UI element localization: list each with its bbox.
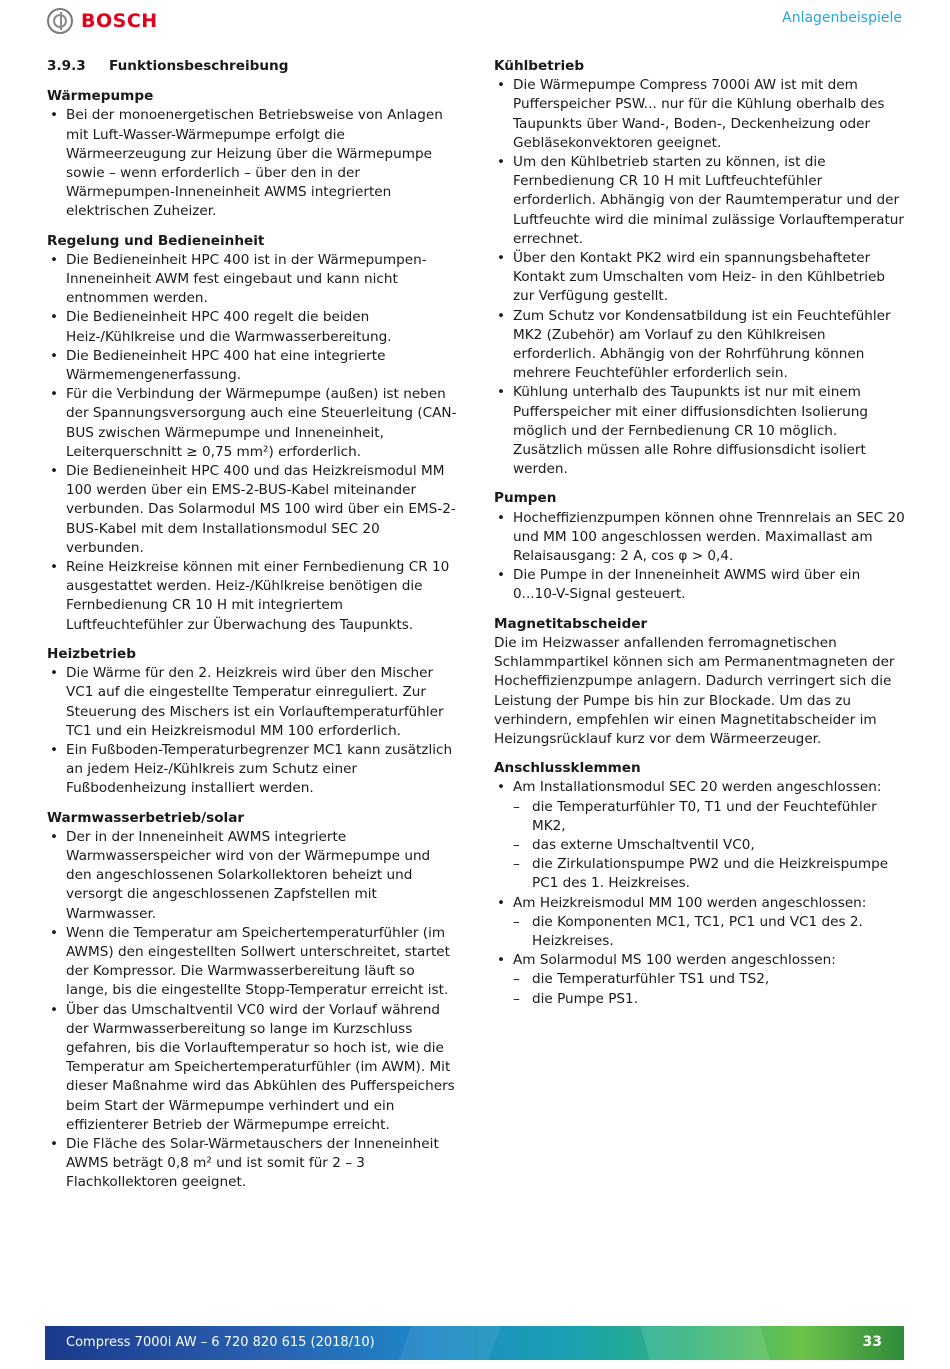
list-item — [494, 894, 906, 952]
footer-decoration — [640, 1326, 769, 1360]
dash-list — [513, 798, 906, 894]
page-header — [0, 0, 950, 44]
section-title: Funktionsbeschreibung — [109, 58, 289, 74]
brand-name: BOSCH — [81, 10, 158, 32]
list-item-text: Am Heizkreismodul MM 100 werden angeschlossen: — [513, 894, 867, 911]
heading-warmwasser: Warmwasserbetrieb/solar — [47, 809, 245, 826]
sub-item: – die Temperaturfühler T0, T1 und der Feuchtefühler MK2, — [513, 798, 906, 836]
page-number: 33 — [862, 1334, 882, 1350]
list-item: • Die Wärmepumpe Compress 7000i AW ist mit dem Pufferspeicher PSW... nur für die Kühlung oberhalb des Taupunkts über Wand-, Boden-, Deckenheizung oder Gebläsekonvektoren geeignet. — [494, 76, 906, 153]
list-item: • Zum Schutz vor Kondensatbildung ist ein Feuchtefühler MK2 (Zubehör) am Vorlauf zu den Kühlkreisen erforderlich. Abhängig von der Rohrführung können mehrere Feuchtefühler erforderlich sein. — [494, 307, 906, 384]
bullet-list — [47, 828, 459, 1193]
block-regelung — [47, 232, 459, 635]
list-item: • Die Bedieneinheit HPC 400 hat eine integrierte Wärmemengenerfassung. — [47, 347, 459, 385]
list-item — [494, 778, 906, 893]
list-item: • Hocheffizienzpumpen können ohne Trennrelais an SEC 20 und MM 100 angeschlossen werden. Maximallast am Relaisausgang: 2 A, cos φ > 0,4. — [494, 509, 906, 567]
bullet-list — [494, 76, 906, 479]
dash-list — [513, 913, 906, 951]
heading-kuehlbetrieb: Kühlbetrieb — [494, 58, 585, 74]
list-item: • Die Pumpe in der Inneneinheit AWMS wird über ein 0...10-V-Signal gesteuert. — [494, 566, 906, 604]
section-number: 3.9.3 — [47, 58, 86, 74]
block-warmwasser — [47, 809, 459, 1193]
list-item — [494, 951, 906, 1009]
bosch-armature-icon — [47, 8, 73, 34]
sub-item: – die Pumpe PS1. — [513, 990, 906, 1009]
bosch-logo — [47, 7, 158, 35]
sub-item: – die Temperaturfühler TS1 und TS2, — [513, 970, 906, 989]
right-column — [494, 57, 906, 1009]
heading-anschlussklemmen: Anschlussklemmen — [494, 760, 641, 777]
bullet-list — [47, 251, 459, 635]
sub-item: – die Zirkulationspumpe PW2 und die Heizkreispumpe PC1 des 1. Heizkreises. — [513, 855, 906, 893]
list-item: • Die Bedieneinheit HPC 400 regelt die beiden Heiz-/Kühlkreise und die Warmwasserbereitung. — [47, 308, 459, 346]
block-anschlussklemmen — [494, 759, 906, 1009]
bullet-list — [494, 778, 906, 1008]
list-item: • Um den Kühlbetrieb starten zu können, ist die Fernbedienung CR 10 H mit Luftfeuchtefühler erforderlich. Abhängig von der Raumtemperatur und der Luftfeuchte wird die minimal zulässige Vorlauftemperatur errechnet. — [494, 153, 906, 249]
heading-regelung: Regelung und Bedieneinheit — [47, 232, 265, 249]
heading-pumpen: Pumpen — [494, 490, 557, 507]
sub-item: – die Komponenten MC1, TC1, PC1 und VC1 des 2. Heizkreises. — [513, 913, 906, 951]
paragraph: Die im Heizwasser anfallenden ferromagnetischen Schlammpartikel können sich am Permanentmagneten der Hocheffizienzpumpe anlagern. Dadurch verringert sich die Leistung der Pumpe bis hin zur Blockade. Um das zu verhindern, empfehlen wir einen Magnetitabscheider im Heizungsrücklauf kurz vor dem Wärmeerzeuger. — [494, 634, 895, 747]
list-item: • Ein Fußboden-Temperaturbegrenzer MC1 kann zusätzlich an jedem Heiz-/Kühlkreis zum Schutz einer Fußbodenheizung installiert werden. — [47, 741, 459, 799]
bullet-list — [494, 509, 906, 605]
left-column — [47, 57, 459, 1193]
page-footer — [45, 1326, 904, 1360]
section-heading — [47, 57, 459, 76]
block-pumpen — [494, 489, 906, 604]
block-waermepumpe — [47, 87, 459, 221]
block-magnetitabscheider — [494, 615, 906, 749]
list-item: • Reine Heizkreise können mit einer Fernbedienung CR 10 ausgestattet werden. Heiz-/Kühlkreise benötigen die Fernbedienung CR 10 H mit integriertem Luftfeuchtefühler zur Überwachung des Taupunkts. — [47, 558, 459, 635]
heading-heizbetrieb: Heizbetrieb — [47, 645, 136, 662]
list-item: • Wenn die Temperatur am Speichertemperaturfühler (im AWMS) den eingestellten Sollwert unterschreitet, startet der Kompressor. Die Warmwasserbereitung läuft so lange, bis die eingestellte Stopp-Temperatur erreicht ist. — [47, 924, 459, 1001]
list-item: • Die Wärme für den 2. Heizkreis wird über den Mischer VC1 auf die eingestellte Temperatur einreguliert. Zur Steuerung des Mischers ist ein Vorlauftemperaturfühler TC1 und ein Heizkreismodul MM 100 erforderlich. — [47, 664, 459, 741]
list-item: • Über den Kontakt PK2 wird ein spannungsbehafteter Kontakt zum Umschalten vom Heiz- in den Kühlbetrieb zur Verfügung gestellt. — [494, 249, 906, 307]
list-item: • Die Bedieneinheit HPC 400 ist in der Wärmepumpen-Inneneinheit AWM fest eingebaut und kann nicht entnommen werden. — [47, 251, 459, 309]
chapter-label: Anlagenbeispiele — [782, 10, 902, 26]
list-item: • Die Bedieneinheit HPC 400 und das Heizkreismodul MM 100 werden über ein EMS-2-BUS-Kabel miteinander verbunden. Das Solarmodul MS 100 wird über ein EMS-2- BUS-Kabel mit dem Installationsmodul SEC 20 verbunden. — [47, 462, 459, 558]
heading-waermepumpe: Wärmepumpe — [47, 88, 154, 105]
document-id: Compress 7000i AW – 6 720 820 615 (2018/10) — [66, 1335, 375, 1350]
bullet-list — [47, 664, 459, 798]
block-kuehlbetrieb — [494, 57, 906, 479]
list-item: • Der in der Inneneinheit AWMS integrierte Warmwasserspeicher wird von der Wärmepumpe und den angeschlossenen Solarkollektoren beheizt und versorgt die angeschlossenen Zapfstellen mit Warmwasser. — [47, 828, 459, 924]
footer-decoration — [399, 1326, 501, 1360]
block-heizbetrieb — [47, 645, 459, 799]
list-item: • Für die Verbindung der Wärmepumpe (außen) ist neben der Spannungsversorgung auch eine Steuerleitung (CAN-BUS zwischen Wärmepumpe und Inneneinheit, Leiterquerschnitt ≥ 0,75 mm²) erforderlich. — [47, 385, 459, 462]
heading-magnetitabscheider: Magnetitabscheider — [494, 615, 648, 632]
list-item: • Bei der monoenergetischen Betriebsweise von Anlagen mit Luft-Wasser-Wärmepumpe erfolgt die Wärmeerzeugung zur Heizung über die Wärmepumpe sowie – wenn erforderlich – über den in der Wärmepumpen-Inneneinheit AWMS integrierten elektrischen Zuheizer. — [47, 106, 459, 221]
list-item: • Kühlung unterhalb des Taupunkts ist nur mit einem Pufferspeicher mit einer diffusionsdichten Isolierung möglich und der Fernbedienung CR 10 möglich. Zusätzlich müssen alle Rohre diffusionsdicht isoliert werden. — [494, 383, 906, 479]
list-item-text: Am Installationsmodul SEC 20 werden angeschlossen: — [513, 779, 882, 796]
sub-item: – das externe Umschaltventil VC0, — [513, 836, 906, 855]
list-item: • Die Fläche des Solar-Wärmetauschers der Inneneinheit AWMS beträgt 0,8 m² und ist somit für 2 – 3 Flachkollektoren geeignet. — [47, 1135, 459, 1193]
list-item-text: Am Solarmodul MS 100 werden angeschlossen: — [513, 952, 836, 969]
bullet-list — [47, 106, 459, 221]
dash-list — [513, 970, 906, 1008]
list-item: • Über das Umschaltventil VC0 wird der Vorlauf während der Warmwasserbereitung so lange im Kurzschluss gefahren, bis die Vorlauftemperatur so hoch ist, wie die Temperatur am Speichertemperaturfühler (im AWM). Mit dieser Maßnahme wird das Abkühlen des Pufferspeichers beim Start der Wärmepumpe verhindert und ein effizienterer Betrieb der Wärmepumpe erreicht. — [47, 1001, 459, 1135]
